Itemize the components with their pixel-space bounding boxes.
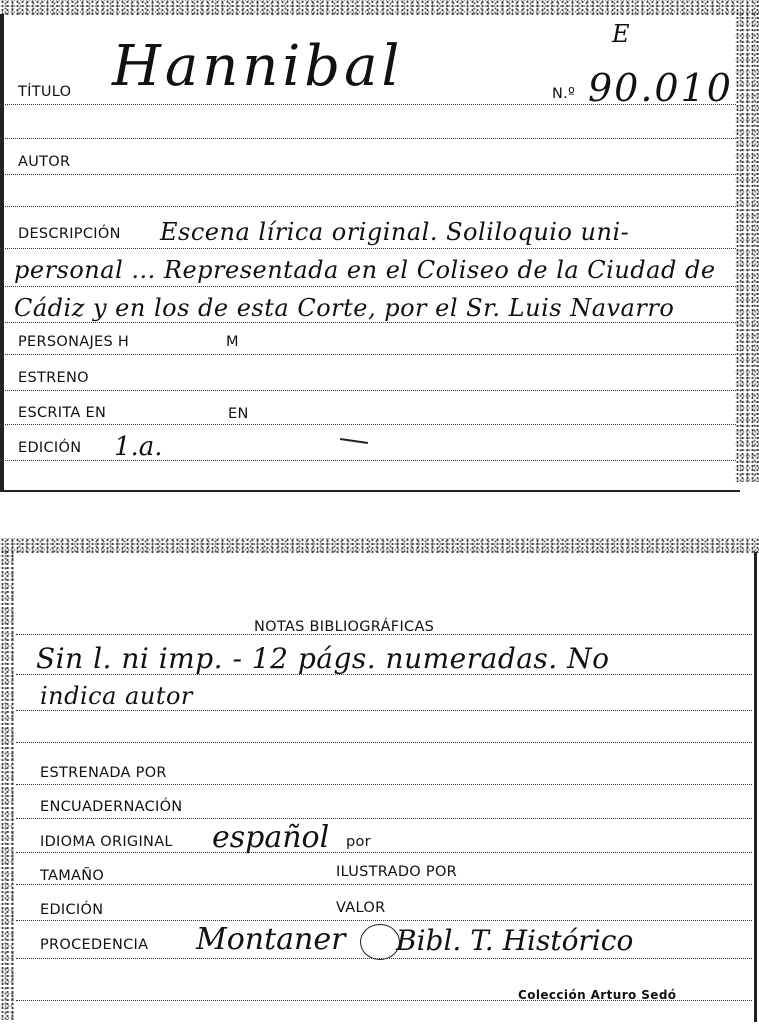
- edicion-rule: [0, 460, 736, 461]
- encuadernacion-label: ENCUADERNACIÓN: [40, 799, 183, 815]
- valor-label: VALOR: [336, 900, 386, 916]
- numero-value: 90.010: [588, 66, 733, 110]
- idioma-rule: [16, 852, 752, 853]
- notas-rule-1: [16, 674, 752, 675]
- procedencia-value: Montaner: [196, 922, 346, 957]
- tamano-rule: [16, 884, 752, 885]
- ilustrado-label: ILUSTRADO POR: [336, 864, 458, 880]
- descripcion-line-3: Cádiz y en los de esta Corte, por el Sr. Luis Navarro: [14, 294, 675, 322]
- coleccion-label: Colección Arturo Sedó: [518, 988, 677, 1002]
- descripcion-label: DESCRIPCIÓN: [18, 226, 121, 242]
- edicion-label: EDICIÓN: [18, 440, 82, 456]
- card-back-right-border: [754, 552, 757, 1022]
- edicion-back-label: EDICIÓN: [40, 902, 104, 918]
- escrita-en-label: EN: [228, 406, 249, 422]
- autor-label: AUTOR: [18, 154, 71, 170]
- encuadernacion-rule: [16, 818, 752, 819]
- catalog-card-back: [0, 538, 759, 1028]
- edicion-back-rule: [16, 920, 752, 921]
- idioma-label: IDIOMA ORIGINAL: [40, 834, 173, 850]
- blank-rule-1: [0, 138, 736, 139]
- bottom-rule: [16, 1000, 752, 1001]
- catalog-card-front: [0, 0, 759, 496]
- card-top-edge-texture: [0, 0, 759, 16]
- blank-rule-2: [0, 206, 736, 207]
- notas-rule-2: [16, 710, 752, 711]
- escrita-label: ESCRITA EN: [18, 405, 107, 421]
- notas-line-2: indica autor: [40, 682, 193, 710]
- personajes-rule: [0, 354, 736, 355]
- titulo-value: Hannibal: [112, 34, 404, 99]
- descripcion-rule-2: [0, 286, 736, 287]
- idioma-value: español: [212, 820, 330, 855]
- notas-rule-0: [16, 634, 752, 635]
- notas-line-1: Sin l. ni imp. - 12 págs. numeradas. No: [36, 642, 610, 675]
- procedencia-value-2: Bibl. T. Histórico: [396, 924, 634, 957]
- card-right-edge-texture: [735, 12, 759, 482]
- estrenada-label: ESTRENADA POR: [40, 765, 167, 781]
- descripcion-line-2: personal ... Representada en el Coliseo de la Ciudad de: [14, 256, 716, 284]
- estrenada-rule: [16, 784, 752, 785]
- edicion-value: 1.a.: [114, 432, 163, 462]
- tamano-label: TAMAÑO: [40, 868, 105, 884]
- card-bottom-border: [0, 490, 740, 492]
- titulo-rule: [0, 104, 736, 105]
- card-back-top-edge-texture: [0, 538, 759, 554]
- procedencia-label: PROCEDENCIA: [40, 937, 149, 953]
- numero-label: N.º: [552, 86, 576, 102]
- personajes-label: PERSONAJES H: [18, 334, 130, 350]
- stray-pen-mark: [340, 438, 368, 444]
- idioma-por-label: por: [346, 834, 371, 850]
- personajes-m-label: M: [226, 334, 239, 350]
- circled-mark: [360, 924, 400, 960]
- card-back-left-edge-texture: [0, 550, 14, 1020]
- descripcion-line-1: Escena lírica original. Soliloquio uni-: [160, 218, 630, 246]
- card-left-border: [0, 14, 4, 492]
- procedencia-rule: [16, 958, 752, 959]
- numero-mark: E: [612, 20, 630, 48]
- estreno-rule: [0, 390, 736, 391]
- notas-label: NOTAS BIBLIOGRÁFICAS: [254, 619, 435, 635]
- notas-rule-3: [16, 742, 752, 743]
- estreno-label: ESTRENO: [18, 370, 89, 386]
- descripcion-rule-3: [0, 322, 736, 323]
- autor-rule: [0, 174, 736, 175]
- escrita-rule: [0, 424, 736, 425]
- titulo-label: TÍTULO: [18, 84, 72, 100]
- descripcion-rule-1: [0, 248, 736, 249]
